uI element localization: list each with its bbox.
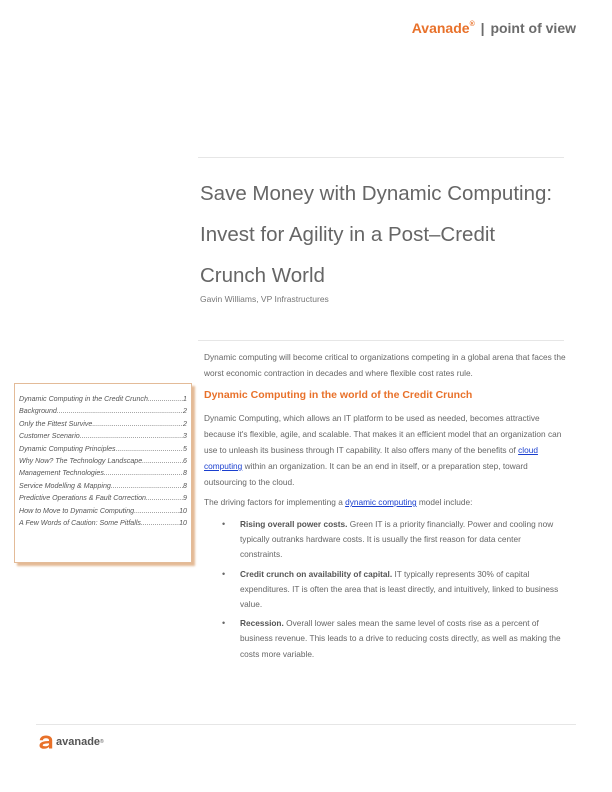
brand-separator: | [480,20,485,36]
toc-entry-title: Background [19,407,57,416]
author-line: Gavin Williams, VP Infrastructures [200,294,329,304]
toc-leader-dots [141,517,179,529]
bullet-text: Overall lower sales mean the same level of costs rise as a percent of business revenue. This leads to a drive to reducing costs directly, as well as making the costs more variable. [240,618,561,659]
toc-entry[interactable] [15,505,191,517]
toc-leader-dots [80,430,183,442]
avanade-logo-icon [38,734,54,750]
toc-entry-page: 10 [179,506,187,515]
divider-bottom [36,724,576,725]
toc-entry[interactable] [15,492,191,504]
title-line-2: Invest for Agility in a Post–Credit [200,223,496,246]
dynamic-computing-link[interactable]: dynamic computing [345,497,417,507]
brand-name: Avanade [411,20,470,36]
toc-leader-dots [134,505,179,517]
p1-text-after: within an organization. It can be an end in itself, or a preparation step, toward outsourcing to the cloud. [204,461,528,487]
intro-paragraph: Dynamic computing will become critical to organizations competing in a global arena that faces the worst economic contraction in decades and where flexible cost rates rule. [204,352,566,378]
toc-leader-dots [148,393,183,405]
toc-leader-dots [57,405,183,417]
toc-leader-dots [92,418,183,430]
list-item [222,616,562,662]
toc-entry-title: Service Modelling & Mapping [19,481,111,490]
toc-entry-title: How to Move to Dynamic Computing [19,506,135,515]
toc-entry-title: A Few Words of Caution: Some Pitfalls [19,518,141,527]
toc-entry[interactable] [15,467,191,479]
section-heading: Dynamic Computing in the world of the Credit Crunch [204,389,473,401]
toc-leader-dots [142,455,183,467]
toc-entry[interactable] [15,455,191,467]
toc-entry[interactable] [15,517,191,529]
toc-leader-dots [116,443,183,455]
toc-entry-page: 9 [183,494,187,503]
list-item [222,567,562,613]
title-line-3: Crunch World [200,264,325,287]
header-brand [412,20,576,36]
footer-logo-reg: ® [100,739,104,745]
toc-entry-page: 8 [183,481,187,490]
toc-entry-title: Why Now? The Technology Landscape [19,456,143,465]
toc-entry-title: Only the Fittest Survive [19,419,93,428]
toc-entry-title: Dynamic Computing in the Credit Crunch [19,395,148,403]
toc-entry-title: Predictive Operations & Fault Correction [19,494,146,503]
footer-logo-text: avanade [56,736,101,748]
toc-entry[interactable] [15,393,191,405]
divider-mid [198,340,564,341]
toc-entry-page: 2 [183,407,187,416]
bullet-title: Recession. [240,618,284,629]
brand-reg: ® [469,21,475,28]
title-line-1: Save Money with Dynamic Computing: [200,182,553,205]
toc-entry-title: Dynamic Computing Principles [19,444,116,453]
brand-tagline: point of view [490,20,576,36]
cloud-computing-link[interactable]: cloud computing [204,445,538,471]
divider-top [198,157,564,158]
toc-leader-dots [146,492,183,504]
toc-entry-page: 3 [183,432,187,441]
list-item [222,517,562,563]
body-paragraph-1 [204,410,572,490]
toc-entry-title: Management Technologies [19,469,104,478]
bullet-text: IT typically represents 30% of capital expenditures. IT is often the area that is least directly, and intuitively, linked to business value. [240,568,559,610]
toc-entry-title: Customer Scenario [19,432,80,441]
driving-factors-list [222,517,562,666]
document-title [200,173,580,296]
toc-entry[interactable] [15,443,191,455]
toc-leader-dots [104,467,183,479]
toc-entry-page: 8 [183,469,187,478]
toc-entry-page: 2 [183,419,187,428]
bullet-title: Credit crunch on availability of capital. [240,568,393,579]
toc-entry[interactable] [15,480,191,492]
toc-entry[interactable] [15,418,191,430]
bullet-title: Rising overall power costs. [240,519,348,529]
toc-entry[interactable] [15,405,191,417]
toc-entry[interactable] [15,430,191,442]
p1-text-before: Dynamic Computing, which allows an IT platform to be used as needed, becomes attractive because it's flexible, agile, and scalable. That makes it an efficient model that an organization can use to unleash its business through IT capability. It also offers many of the benefits of [204,413,562,455]
bullet-text: Green IT is a priority financially. Power and cooling now typically outranks hardware costs. It is usually the first reason for data center constraints. [240,519,554,560]
p2-text-before: The driving factors for implementing a [204,497,346,507]
toc-entry-page: 6 [183,456,187,465]
toc-leader-dots [111,480,183,492]
body-paragraph-2 [204,494,572,510]
p2-text-after: model include: [416,497,473,507]
toc-entry-page: 10 [179,518,187,527]
toc-entry-page: 5 [183,444,187,453]
toc-entry-page: 1 [183,395,187,403]
footer-logo [38,734,104,750]
table-of-contents [14,383,192,563]
